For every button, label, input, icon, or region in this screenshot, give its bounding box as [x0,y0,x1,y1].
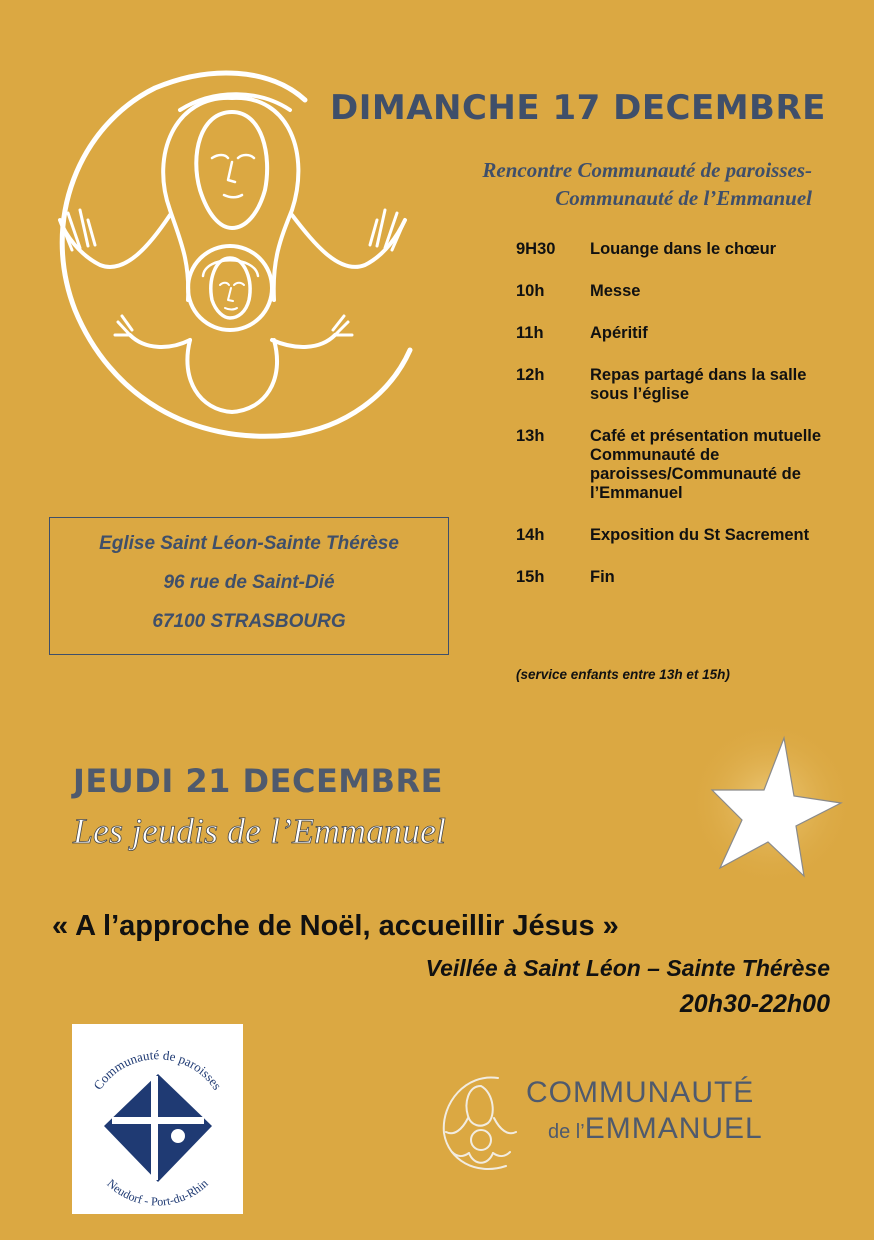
schedule-activity: Louange dans le chœur [590,240,777,258]
schedule-row [516,240,866,259]
children-service-note: (service enfants entre 13h et 15h) [516,667,730,682]
address-street: 96 rue de Saint-Dié [163,572,335,593]
schedule-time: 15h [516,568,545,586]
event2-vigil: Veillée à Saint Léon – Sainte Thérèse [425,955,830,981]
emmanuel-logo-name: EMMANUEL [584,1112,763,1145]
schedule-time: 9H30 [516,240,556,258]
event2-time: 20h30-22h00 [679,990,830,1018]
parish-logo-top-text: Communauté de paroisses [90,1047,225,1093]
emmanuel-logo-line1: COMMUNAUTÉ [526,1076,755,1109]
event1-title: DIMANCHE 17 DECEMBRE [330,88,826,128]
schedule-activity: Repas partagé dans la salle sous l’église [590,366,807,403]
schedule-time: 11h [516,324,544,342]
schedule-time: 13h [516,427,545,445]
schedule-row [516,568,866,587]
event1-subtitle-line2: Communauté de l’Emmanuel [555,186,812,210]
emmanuel-logo-line2 [548,1112,763,1146]
schedule [516,240,866,610]
event1-subtitle [330,156,812,212]
schedule-time: 12h [516,366,545,384]
schedule-row [516,324,866,343]
address-box [49,517,449,655]
schedule-activity: Messe [590,282,641,300]
schedule-row [516,526,866,545]
schedule-time: 10h [516,282,545,300]
event2-subtitle: Les jeudis de l’Emmanuel [73,811,446,851]
emmanuel-logo-de: de l’ [548,1121,585,1143]
schedule-row [516,282,866,301]
star-icon [686,718,856,888]
address-city: 67100 STRASBOURG [152,611,346,632]
parish-logo-graphic [72,1024,243,1214]
event2-quote: « A l’approche de Noël, accueillir Jésus » [52,910,619,942]
emmanuel-logo-icon [436,1068,526,1178]
schedule-activity: Café et présentation mutuelle Communauté de paroisses/Communauté de l’Emmanuel [590,427,822,502]
event2-title: JEUDI 21 DECEMBRE [73,762,444,800]
schedule-row [516,366,866,404]
schedule-time: 14h [516,526,545,544]
event1-subtitle-line1: Rencontre Communauté de paroisses- [482,158,812,182]
schedule-activity: Exposition du St Sacrement [590,526,810,544]
schedule-activity: Apéritif [590,324,648,342]
parish-logo [72,1024,243,1214]
address-church: Eglise Saint Léon-Sainte Thérèse [99,533,399,554]
parish-logo-bottom-text: Neudorf - Port-du-Rhin [104,1176,211,1209]
schedule-row [516,427,866,503]
schedule-activity: Fin [590,568,615,586]
